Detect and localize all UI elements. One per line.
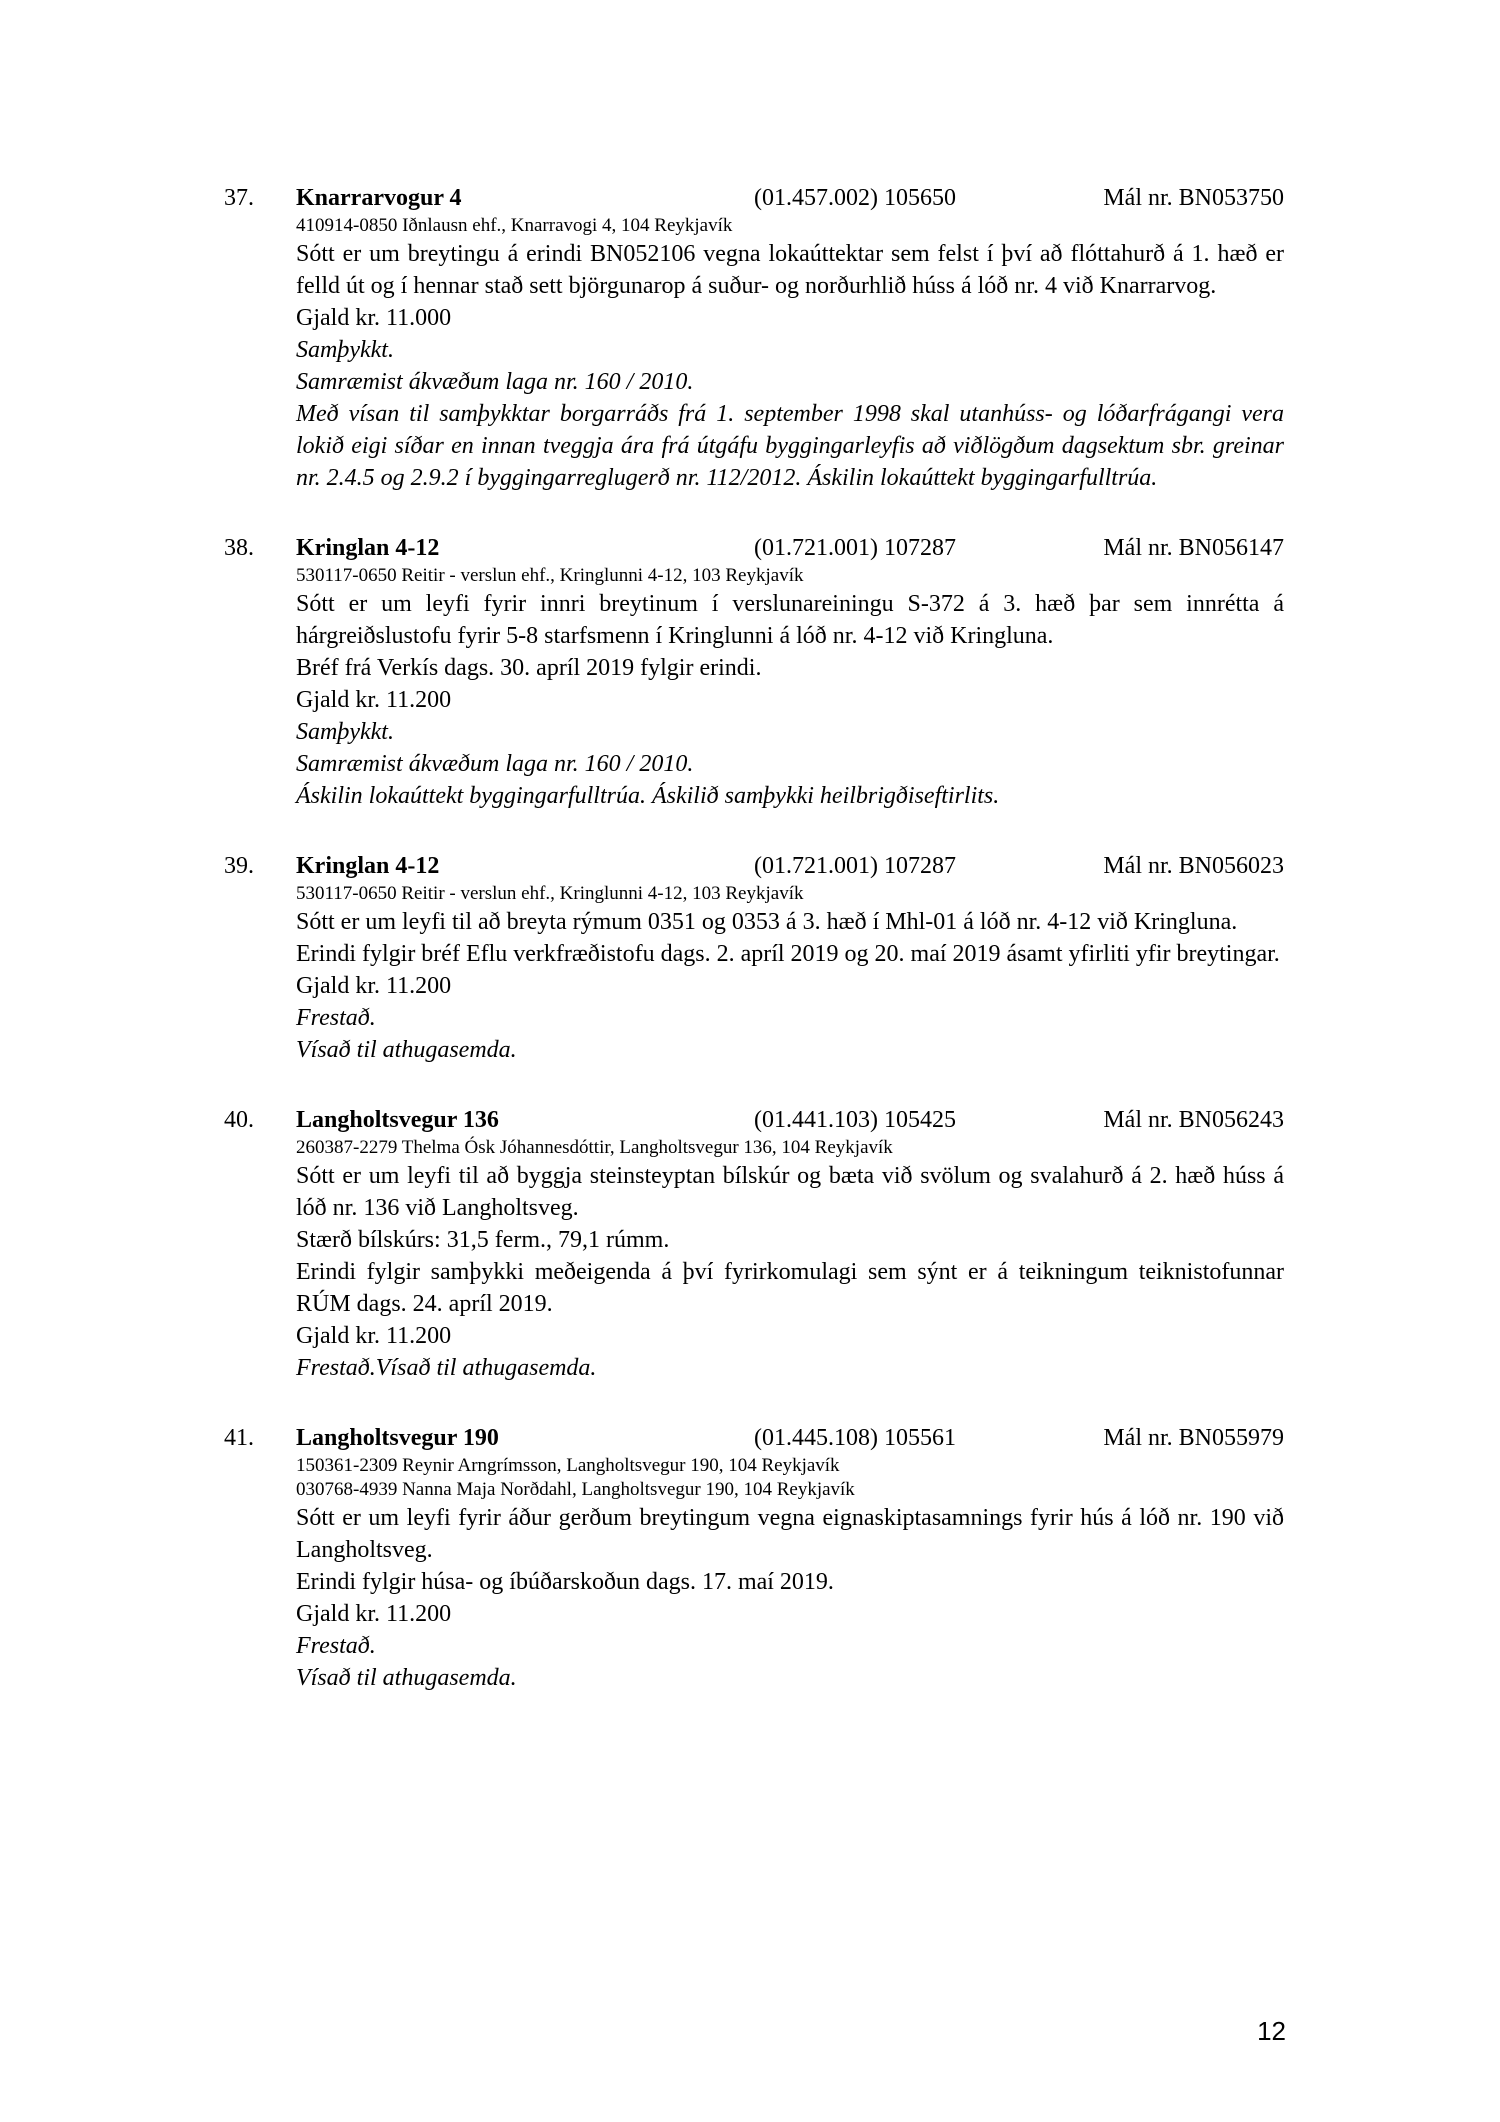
case-description: Sótt er um leyfi til að breyta rýmum 0351 og 0353 á 3. hæð í Mhl-01 á lóð nr. 4-12 við Kringluna.	[296, 909, 1238, 935]
case-land-ids: (01.445.108) 105561	[754, 1425, 956, 1451]
case-note: Erindi fylgir samþykki meðeigenda á því fyrirkomulagi sem sýnt er á teikningum teiknistofunnar RÚM dags. 24. apríl 2019.	[296, 1259, 1284, 1317]
case-reference: Mál nr. BN056147	[1103, 535, 1284, 561]
case-description: Sótt er um leyfi til að byggja steinsteyptan bílskúr og bæta við svölum og svalahurð á 2. hæð húss á lóð nr. 136 við Langholtsveg.	[296, 1163, 1284, 1221]
case-applicant: 150361-2309 Reynir Arngrímsson, Langholtsvegur 190, 104 Reykjavík	[296, 1455, 840, 1476]
case-applicant: 530117-0650 Reitir - verslun ehf., Kringlunni 4-12, 103 Reykjavík	[296, 883, 804, 904]
case-note: Erindi fylgir bréf Eflu verkfræðistofu dags. 2. apríl 2019 og 20. maí 2019 ásamt yfirliti yfir breytingar.	[296, 941, 1280, 967]
case-land-ids: (01.721.001) 107287	[754, 853, 956, 879]
case-land-ids: (01.441.103) 105425	[754, 1107, 956, 1133]
case-reference: Mál nr. BN056023	[1103, 853, 1284, 879]
case-entry	[224, 850, 1284, 1066]
case-fee: Gjald kr. 11.200	[296, 1323, 452, 1349]
case-header	[224, 850, 1284, 882]
case-fee: Gjald kr. 11.200	[296, 973, 452, 999]
case-decision-note: Samræmist ákvæðum laga nr. 160 / 2010.	[296, 369, 694, 395]
case-applicant: 410914-0850 Iðnlausn ehf., Knarravogi 4, 104 Reykjavík	[296, 215, 733, 236]
case-number: 38.	[224, 535, 254, 561]
case-entry	[224, 1104, 1284, 1384]
case-applicant: 530117-0650 Reitir - verslun ehf., Kringlunni 4-12, 103 Reykjavík	[296, 565, 804, 586]
case-decision: Frestað.	[296, 1005, 376, 1031]
case-address: Kringlan 4-12	[296, 853, 440, 879]
page-number: 12	[1257, 2016, 1286, 2046]
case-entry	[224, 1422, 1284, 1694]
case-header	[224, 182, 1284, 214]
case-decision-note: Vísað til athugasemda.	[296, 1665, 517, 1691]
case-decision: Frestað.	[296, 1633, 376, 1659]
case-address: Langholtsvegur 136	[296, 1107, 499, 1133]
case-fee: Gjald kr. 11.200	[296, 687, 452, 713]
case-address: Kringlan 4-12	[296, 535, 440, 561]
case-note: Stærð bílskúrs: 31,5 ferm., 79,1 rúmm.	[296, 1227, 670, 1253]
case-land-ids: (01.721.001) 107287	[754, 535, 956, 561]
case-address: Knarrarvogur 4	[296, 185, 462, 211]
case-header	[224, 1104, 1284, 1136]
case-reference: Mál nr. BN053750	[1103, 185, 1284, 211]
case-fee: Gjald kr. 11.000	[296, 305, 452, 331]
case-decision: Samþykkt.	[296, 719, 394, 745]
case-entry	[224, 532, 1284, 812]
case-number: 41.	[224, 1425, 254, 1451]
case-address: Langholtsvegur 190	[296, 1425, 499, 1451]
case-decision: Frestað.Vísað til athugasemda.	[296, 1355, 597, 1381]
case-applicant: 030768-4939 Nanna Maja Norðdahl, Langholtsvegur 190, 104 Reykjavík	[296, 1479, 855, 1500]
case-fee: Gjald kr. 11.200	[296, 1601, 452, 1627]
case-decision-note: Vísað til athugasemda.	[296, 1037, 517, 1063]
case-description: Sótt er um leyfi fyrir innri breytinum í verslunareiningu S-372 á 3. hæð þar sem innrétta á hárgreiðslustofu fyrir 5-8 starfsmenn í Kringlunni á lóð nr. 4-12 við Kringluna.	[296, 591, 1284, 649]
case-list	[224, 182, 1284, 1732]
case-header	[224, 1422, 1284, 1454]
case-description: Sótt er um leyfi fyrir áður gerðum breytingum vegna eignaskiptasamnings fyrir hús á lóð nr. 190 við Langholtsveg.	[296, 1505, 1284, 1563]
case-number: 40.	[224, 1107, 254, 1133]
case-header	[224, 532, 1284, 564]
case-decision: Samþykkt.	[296, 337, 394, 363]
case-applicant: 260387-2279 Thelma Ósk Jóhannesdóttir, Langholtsvegur 136, 104 Reykjavík	[296, 1137, 893, 1158]
case-note: Bréf frá Verkís dags. 30. apríl 2019 fylgir erindi.	[296, 655, 762, 681]
case-number: 37.	[224, 185, 254, 211]
case-entry	[224, 182, 1284, 494]
case-description: Sótt er um breytingu á erindi BN052106 vegna lokaúttektar sem felst í því að flóttahurð á 1. hæð er felld út og í hennar stað sett björgunarop á suður- og norðurhlið húss á lóð nr. 4 við Knarrarvog.	[296, 241, 1284, 299]
case-decision-note: Samræmist ákvæðum laga nr. 160 / 2010.	[296, 751, 694, 777]
case-reference: Mál nr. BN056243	[1103, 1107, 1284, 1133]
case-decision-note: Með vísan til samþykktar borgarráðs frá 1. september 1998 skal utanhúss- og lóðarfrágangi vera lokið eigi síðar en innan tveggja ára frá útgáfu byggingarleyfis að viðlögðum dagsektum sbr. greinar nr. 2.4.5 og 2.9.2 í byggingarreglugerð nr. 112/2012. Áskilin lokaúttekt byggingarfulltrúa.	[296, 401, 1284, 491]
case-decision-note: Áskilin lokaúttekt byggingarfulltrúa. Áskilið samþykki heilbrigðiseftirlits.	[296, 783, 1000, 809]
case-land-ids: (01.457.002) 105650	[754, 185, 956, 211]
case-number: 39.	[224, 853, 254, 879]
case-note: Erindi fylgir húsa- og íbúðarskoðun dags. 17. maí 2019.	[296, 1569, 834, 1595]
case-reference: Mál nr. BN055979	[1103, 1425, 1284, 1451]
